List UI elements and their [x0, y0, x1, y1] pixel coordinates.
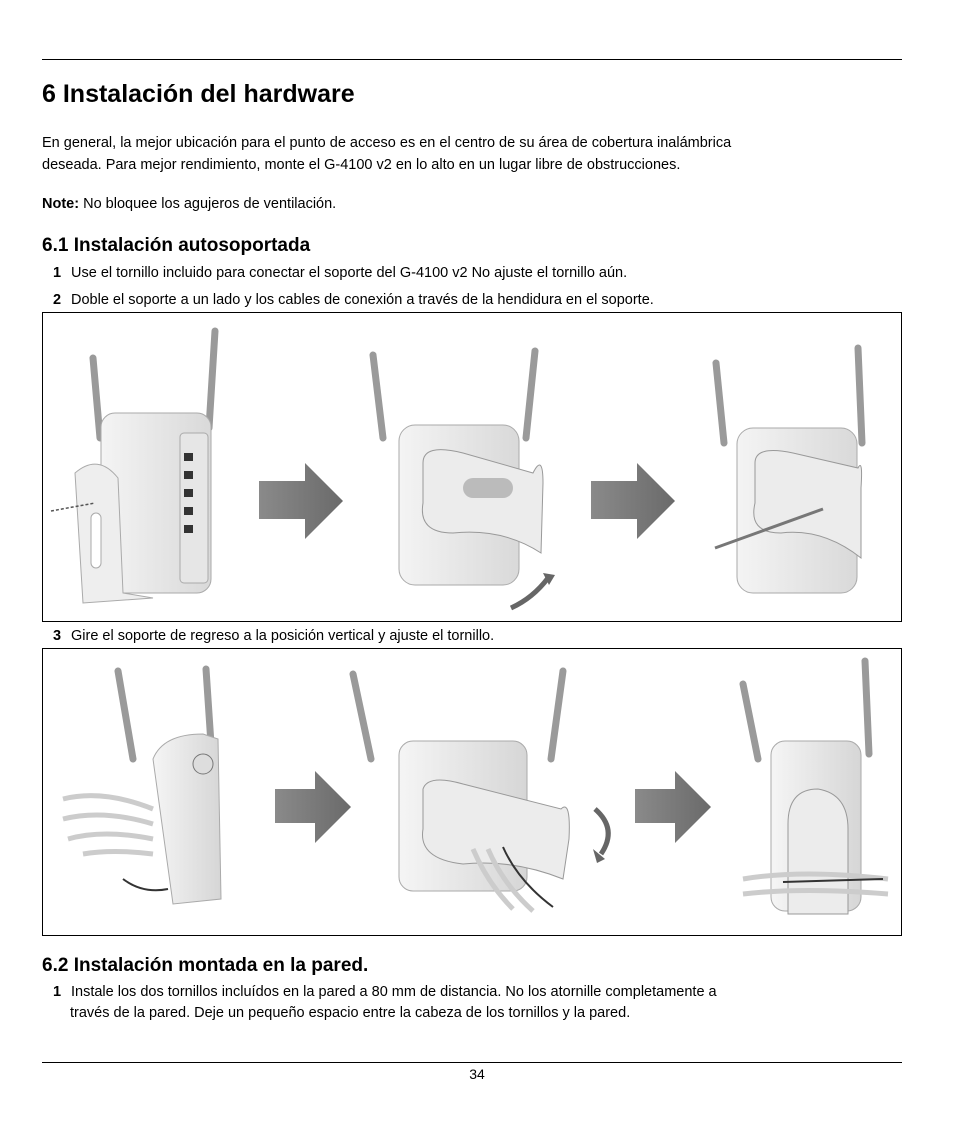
note-text: No bloquee los agujeros de ventilación.	[79, 196, 337, 212]
arrow-right-icon	[275, 771, 351, 843]
step-1-3	[53, 626, 893, 647]
intro-line-1: En general, la mejor ubicación para el punto de acceso es en el centro de su área de cobertura inalámbrica	[42, 135, 732, 151]
step-text-line-2: través de la pared. Deje un pequeño espacio entre la cabeza de los tornillos y la pared.	[70, 1005, 631, 1021]
step-text: Use el tornillo incluido para conectar el soporte del G-4100 v2 No ajuste el tornillo aún.	[71, 265, 628, 281]
figure-upright-bracket-illustration	[43, 649, 901, 935]
step-number: 3	[53, 628, 62, 644]
device-cable-through-slot	[715, 348, 862, 593]
device-with-screw	[51, 331, 215, 603]
step-1-2	[53, 290, 893, 311]
device-upright-final	[743, 661, 888, 914]
step-number: 2	[53, 292, 62, 308]
device-bracket-returning	[353, 671, 608, 911]
step-number: 1	[53, 984, 62, 1000]
step-1-1	[53, 263, 893, 284]
device-bracket-rotated	[373, 351, 555, 608]
device-upright-with-cables	[63, 669, 221, 904]
section-2-title: 6.2 Instalación montada en la pared.	[42, 955, 369, 976]
step-text-line-1: Instale los dos tornillos incluídos en la pared a 80 mm de distancia. No los atornille completamente a	[71, 984, 717, 1000]
arrow-right-icon	[591, 463, 675, 539]
note-label: Note:	[42, 196, 80, 212]
arrow-right-icon	[259, 463, 343, 539]
step-2-1	[53, 982, 893, 1024]
step-number: 1	[53, 265, 62, 281]
figure-bend-bracket	[42, 312, 902, 622]
figure-bend-bracket-illustration	[43, 313, 901, 621]
arrow-right-icon	[635, 771, 711, 843]
top-rule	[42, 59, 902, 60]
intro-paragraph	[42, 132, 902, 176]
step-text: Doble el soporte a un lado y los cables de conexión a través de la hendidura en el soporte.	[71, 292, 654, 308]
step-text: Gire el soporte de regreso a la posición vertical y ajuste el tornillo.	[71, 628, 495, 644]
figure-upright-bracket	[42, 648, 902, 936]
bottom-rule	[42, 1062, 902, 1063]
intro-line-2: deseada. Para mejor rendimiento, monte el G-4100 v2 en lo alto en un lugar libre de obstrucciones.	[42, 157, 681, 173]
page-title: 6 Instalación del hardware	[42, 80, 355, 108]
note	[42, 193, 902, 215]
page-number: 34	[469, 1066, 485, 1082]
section-1-title: 6.1 Instalación autosoportada	[42, 235, 311, 256]
